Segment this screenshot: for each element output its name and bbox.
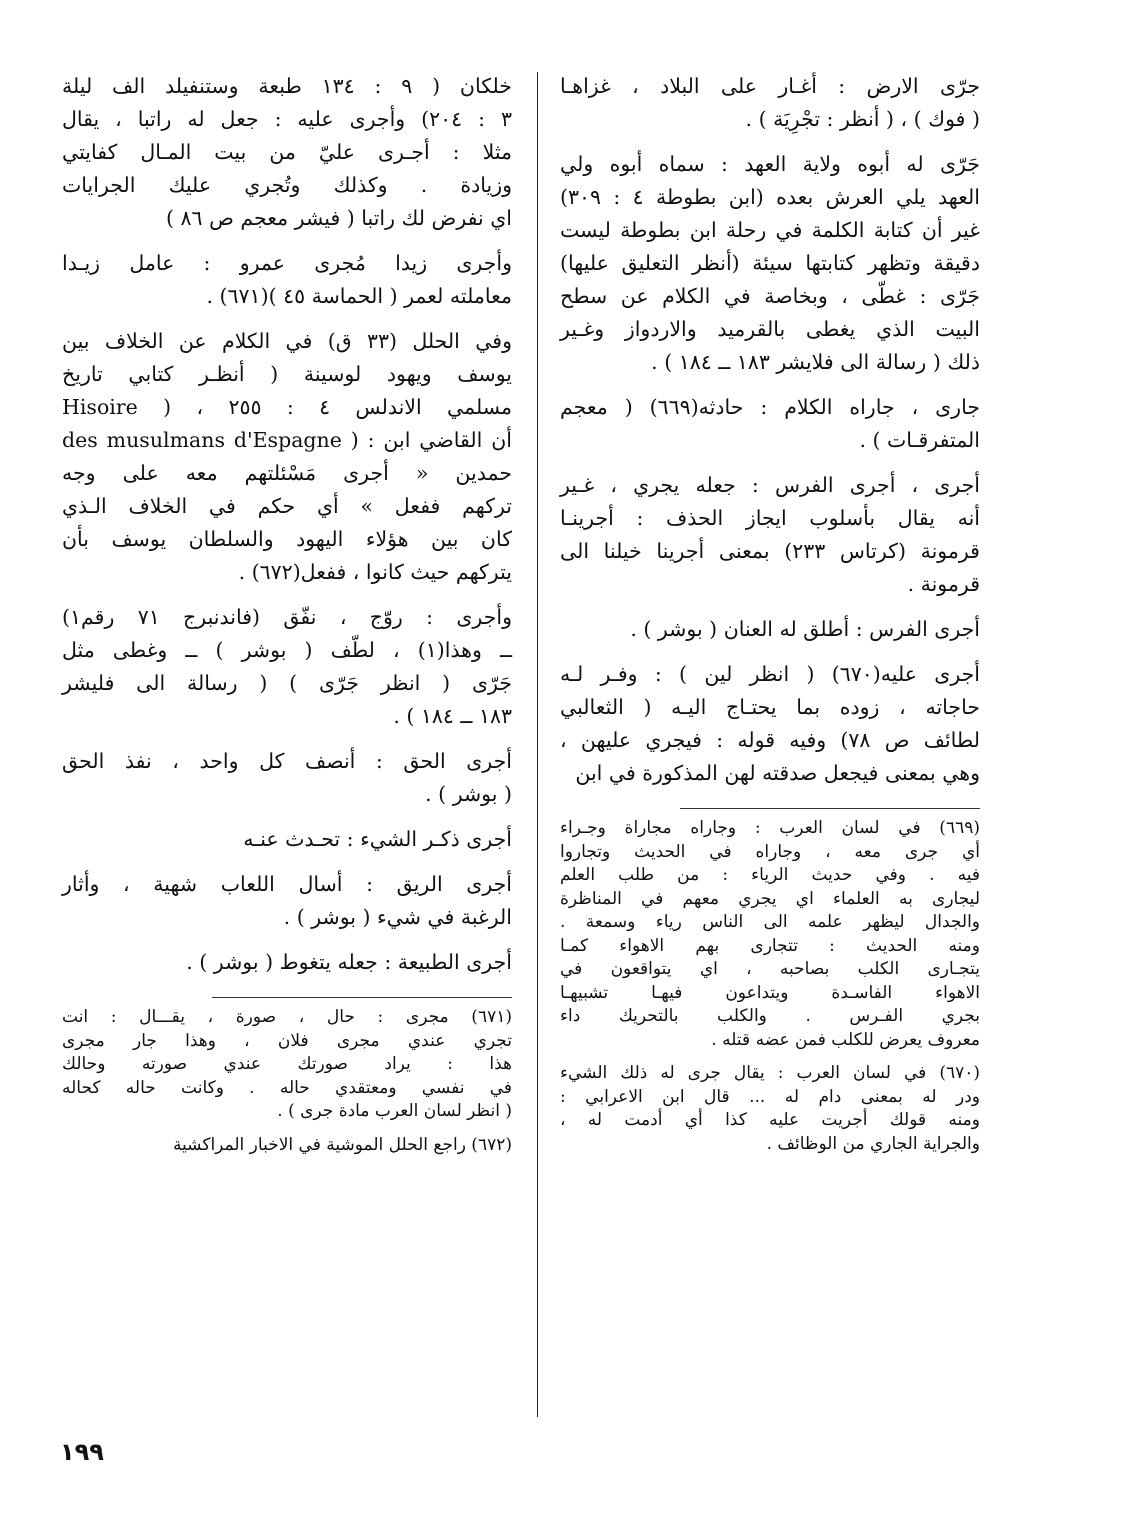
text-line: مسلمي الاندلس ٤ : ٢٥٥ ، ( Hisoire [62,395,512,419]
text-line: ( بوشر ) . [425,782,512,806]
text-line: جَرّى ( انظر جَرّى ) ( رسالة الى فليشر [62,671,512,695]
footnotes [560,817,980,1156]
text-line: أجرى عليه(٦٧٠) ( انظر لين ) : وفـر لـه [560,662,981,686]
footnote-line: والجراية الجاري من الوظائف . [766,1133,980,1154]
text-line: أجرى الحق : أنصف كل واحد ، نفذ الحق [62,749,512,773]
text-line: أجرى ذكـر الشيء : تحـدث عنـه [243,827,512,851]
text-line: وفي الحلل (٣٣ ق) في الكلام عن الخلاف بين [62,329,512,353]
footnote-line: ( انظر لسان العرب مادة جرى ) . [277,1101,512,1121]
text-line: جَرّى : غطّى ، وبخاصة في الكلام عن سطح [560,284,980,308]
footnote-line: فيه . وفي حديث الرياء : من طلب العلم [560,865,980,885]
text-line: معاملته لعمر ( الحماسة ٤٥ )(٦٧١) . [206,284,512,308]
entry-paragraph [560,148,980,379]
text-line: كان بين هؤلاء اليهود والسلطان يوسف بأن [62,527,512,551]
text-line: مثلا : أجـرى عليّ من بيت المـال كفايتي [62,140,512,164]
footnote-line: هذا : يراد صورتك عندي صورته وحالك [62,1054,512,1074]
footnotes [62,1006,512,1157]
footnote [62,1134,512,1158]
text-line: ــ وهذا(١) ، لطّف ( بوشر ) ــ وغطى مثل [62,638,512,662]
footnote-line: والجدال ليظهر علمه الى الناس رياء وسمعة . [560,912,980,932]
text-line: جَرّى له أبوه ولاية العهد : سماه أبوه ولي [560,152,980,176]
text-line: قرمونة (كرتاس ٢٣٣) بمعنى أجرينا خيلنا الى [560,539,980,563]
footnote [560,1062,980,1156]
text-line: تركهم ففعل » أي حكم في الخلاف الـذي [62,494,512,518]
footnote-line: تجري عندي مجرى فلان ، وهذا جار مجرى [62,1030,512,1051]
footnote-line: (٦٧١) مجرى : حال ، صورة ، يقـــال : انت [62,1007,512,1027]
footnote-line: (٦٦٩) في لسان العرب : وجاراه مجاراة وجـراء [560,818,980,838]
left-column [62,70,512,1157]
footnote-line: ومنه قولك أجريت عليه كذا أي أدمت له ، [560,1110,980,1130]
entry-paragraph [62,823,512,856]
entry-paragraph [560,658,980,790]
entry-paragraph [62,325,512,589]
footnote-rule [212,997,512,998]
footnote-line: معروف يعرض للكلب فمن عضه قتله . [711,1029,980,1050]
footnote [62,1006,512,1124]
footnote-line: بجري الفـرس . والكلب بالتحريك داء [560,1006,980,1026]
text-line: وهي بمعنى فيجعل صدقته لهن المذكورة في ابن [575,761,980,785]
entry-paragraph [62,868,512,934]
text-line: دقيقة وتظهر كتابتها سيئة (أنظر التعليق عليها) [560,251,980,275]
footnote-line: (٦٧٢) راجع الحلل الموشية في الاخبار المراكشية [172,1134,512,1155]
text-line: ذلك ( رسالة الى فلايشر ١٨٣ ــ ١٨٤ ) . [651,350,980,374]
text-line: البيت الذي يغطى بالقرميد والاردواز وغـير [560,317,980,341]
text-line: المتفرقـات ) . [859,428,980,452]
text-line: أجرى ، أجرى الفرس : جعله يجري ، غـير [560,473,980,497]
text-line: حاجاته ، زوده بما يحتـاج اليـه ( الثعالبي [560,695,980,719]
text-line: ١٨٣ ــ ١٨٤ ) . [393,704,512,728]
text-line: أجرى الطبيعة : جعله يتغوط ( بوشر ) . [186,950,512,974]
text-line: قرمونة . [907,572,980,596]
footnote-line: (٦٧٠) في لسان العرب : يقال جرى له ذلك الشيء [560,1063,980,1083]
text-line: ٣ : ٢٠٤) وأجرى عليه : جعل له راتبا ، يقال [62,107,512,131]
text-line: وأجرى : روّج ، نفّق (فاندنبرج ٧١ رقم١) [62,605,512,629]
text-line: غير أن كتابة الكلمة في رحلة ابن بطوطة ليست [560,218,980,242]
column-divider [537,72,538,1417]
footnote-line: ليجارى به العلماء اي يجري معهم في المناظرة [560,888,980,909]
text-line: des musulmans d'Espagne ) : أن القاضي ابن [62,428,512,452]
page-number: ١٩٩ [60,1438,104,1466]
entry-paragraph [62,70,512,235]
text-line: اي نفرض لك راتبا ( فيشر معجم ص ٨٦ ) [166,206,512,230]
text-line: وأجرى زيدا مُجرى عمرو : عامل زيـدا [62,251,512,275]
text-line: أنه يقال بأسلوب ايجاز الحذف : أجرينـا [560,506,980,530]
text-line: جارى ، جاراه الكلام : حادثه(٦٦٩) ( معجم [560,395,980,419]
entry-paragraph [62,946,512,979]
footnote-line: ومنه الحديث : تتجارى بهم الاهواء كمـا [560,935,980,956]
footnote-rule [680,808,980,809]
footnote-line: في نفسي ومعتقدي حاله . وكانت حاله كحاله [62,1077,512,1098]
text-line: حمدين « أجرى مَسْئلتهم معه على وجه [62,461,512,485]
entry-paragraph [62,601,512,733]
text-line: يوسف ويهود لوسينة ( أنظـر كتابي تاريخ [62,362,512,386]
footnote-line: الاهواء الفاسـدة ويتداعون فيهـا تشبيهـا [560,982,980,1003]
text-line: لطائف ص ٧٨) وفيه قوله : فيجري عليهن ، [560,728,980,752]
right-column [560,70,980,1156]
entry-paragraph [62,745,512,811]
entry-paragraph [560,613,980,646]
text-line: أجرى الفرس : أطلق له العنان ( بوشر ) . [630,617,980,641]
text-line: جرّى الارض : أغـار على البلاد ، غزاهـا [560,74,980,98]
footnote-line: ودر له بمعنى دام له ... قال ابن الاعرابي : [560,1086,980,1107]
footnote-line: أي جرى معه ، وجاراه في الحديث وتجاروا [560,841,980,862]
text-line: العهد يلي العرش بعده (ابن بطوطة ٤ : ٣٠٩) [560,185,980,209]
text-line: أجرى الريق : أسال اللعاب شهية ، وأثار [62,872,512,896]
footnote [560,817,980,1052]
text-line: الرغبة في شيء ( بوشر ) . [283,905,512,929]
entry-paragraph [560,70,980,136]
entry-paragraph [560,391,980,457]
text-line: يتركهم حيث كانوا ، ففعل(٦٧٢) . [238,560,512,584]
text-line: ( فوك ) ، ( أنظر : تجْرِيَة ) . [745,107,980,131]
entry-paragraph [62,247,512,313]
text-line: وزيادة . وكذلك وتُجري عليك الجرايات [62,173,512,197]
entry-paragraph [560,469,980,601]
text-line: خلكان ( ٩ : ١٣٤ طبعة وستنفيلد الف ليلة [62,74,512,98]
footnote-line: يتجـارى الكلب بصاحبه ، اي يتواقعون في [560,959,980,979]
